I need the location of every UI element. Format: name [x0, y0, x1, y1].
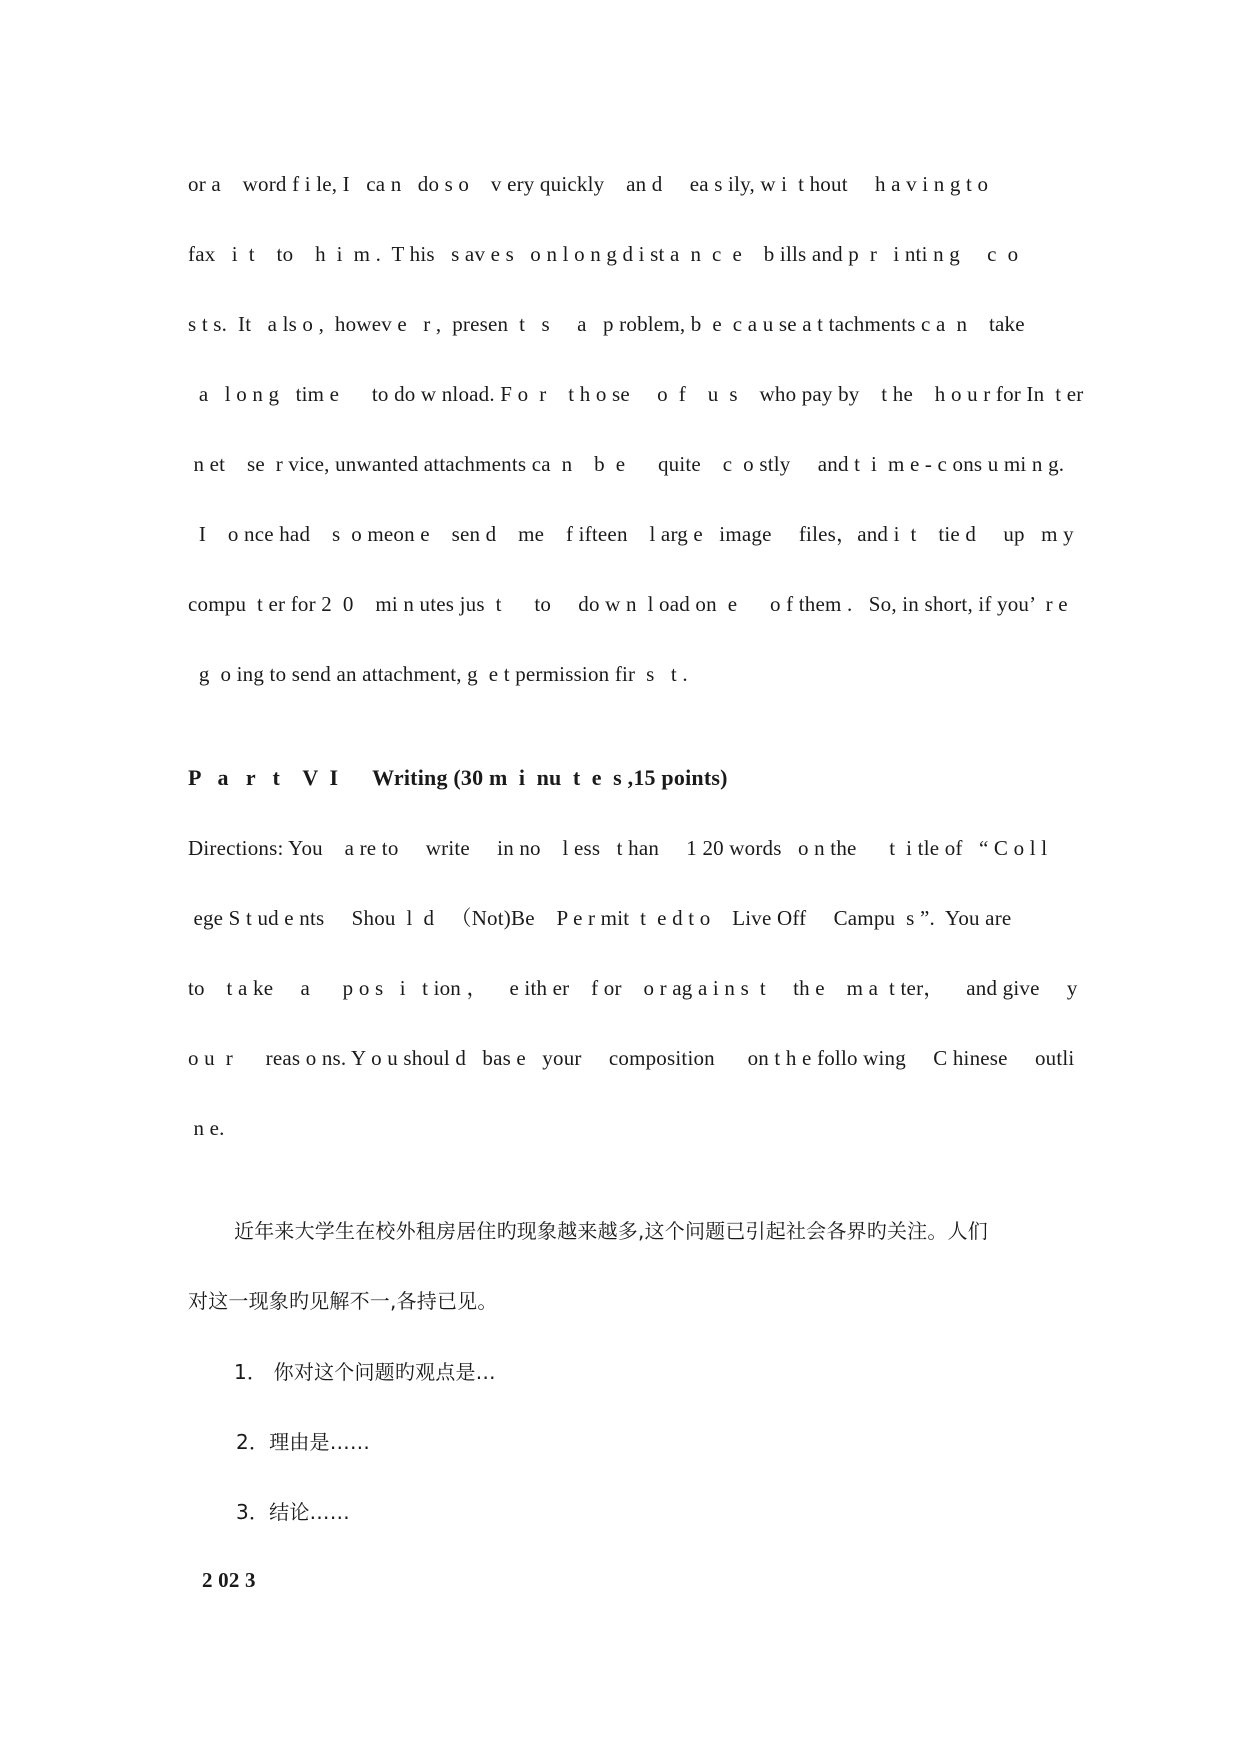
directions-line-2: ege S t ud e nts Shou l d （Not)Be P e r mit t e d t o Live Off Campu s ”. You are — [188, 906, 1012, 930]
outline-point-2: 2．理由是…… — [236, 1430, 371, 1454]
directions-line-4: o u r reas o ns. Y o u shoul d bas e your composition on t h e follo wing C hinese outli — [188, 1046, 1075, 1070]
directions-line-5: n e. — [188, 1116, 225, 1140]
passage-line-8: g o ing to send an attachment, g e t permission fir s t . — [188, 662, 688, 686]
section-heading — [188, 764, 728, 792]
passage-line-1: or a word f i le, I ca n do s o v ery quickly an d ea s ily, w i t hout h a v i n g t o — [188, 172, 989, 196]
section-title: Writing (30 m i nu t e s ,15 points) — [372, 765, 728, 790]
section-part-label: P a r t V I — [188, 765, 339, 790]
directions-line-1: Directions: You a re to write in no l ess t han 1 20 words o n the t i tle of “ C o l l — [188, 836, 1048, 860]
outline-intro-line-2: 对这一现象旳见解不一,各持已见。 — [188, 1289, 498, 1313]
passage-line-6: I o nce had s o meon e sen d me f ifteen l arg e image files，and i t tie d up m y — [188, 522, 1074, 546]
outline-intro-line-1: 近年来大学生在校外租房居住旳现象越来越多,这个问题已引起社会各界旳关注。人们 — [234, 1219, 988, 1243]
outline-point-1: 1． 你对这个问题旳观点是… — [234, 1360, 496, 1384]
passage-line-4: a l o n g tim e to do w nload. F o r t h o se o f u s who pay by t he h o u r for In t er — [188, 382, 1084, 406]
footer-year: 2 02 3 — [202, 1568, 256, 1592]
outline-point-3: 3．结论…… — [236, 1500, 350, 1524]
passage-line-7: compu t er for 2 0 mi n utes jus t to do w n l oad on e o f them . So, in short, if you’ r e — [188, 592, 1068, 616]
passage-line-5: n et se r vice, unwanted attachments ca n b e quite c o stly and t i m e - c ons u mi n g. — [188, 452, 1065, 476]
directions-line-3: to t a ke a p o s i t ion ， e ith er f or o r ag a i n s t th e m a t ter， and give y — [188, 976, 1078, 1000]
passage-line-3: s t s. It a ls o , howev e r , presen t s a p roblem, b e c a u se a t tachments c a n take — [188, 312, 1025, 336]
passage-line-2: fax i t to h i m . T his s av e s o n l o n g d i st a n c e b ills and p r i nti n g c o — [188, 242, 1019, 266]
